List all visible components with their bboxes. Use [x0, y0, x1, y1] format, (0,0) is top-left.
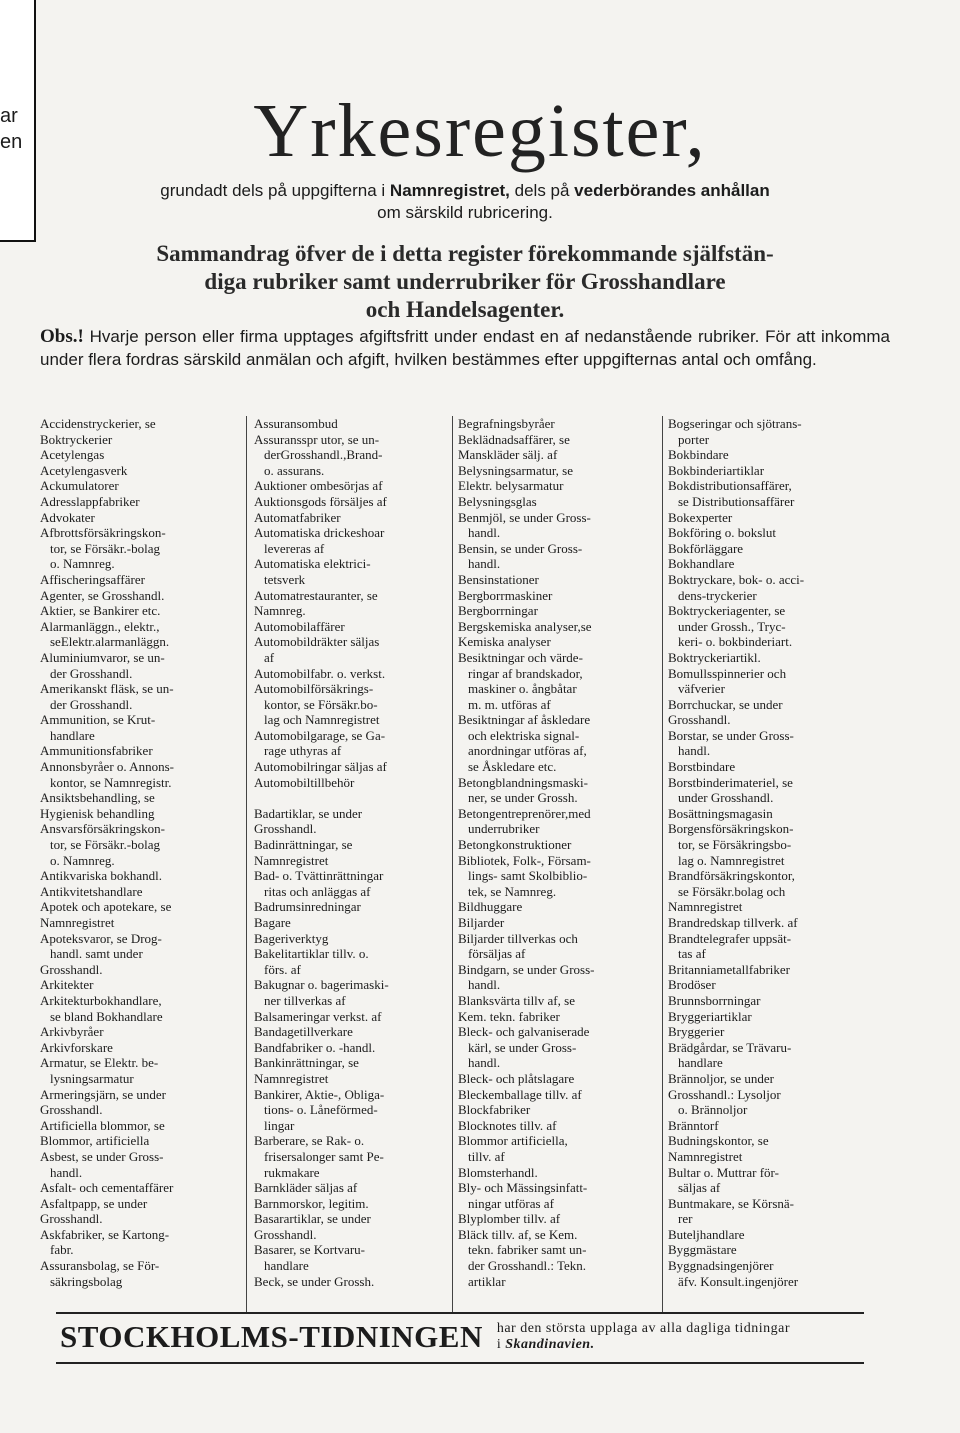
rubric-entry: Brädgårdar, se Trävaru-	[668, 1039, 792, 1055]
newspaper-banner	[60, 1315, 790, 1359]
rubric-entry: säljas af	[678, 1180, 721, 1196]
rubric-column-1	[40, 416, 240, 1314]
rubric-entry: Ammunition, se Krut-	[40, 712, 156, 728]
rubric-entry: under Grossh., Tryc-	[678, 618, 786, 634]
rubric-entry: Bageriverktyg	[254, 930, 329, 946]
rubric-entry: levereras af	[264, 540, 325, 556]
rubric-entry: rer	[678, 1211, 693, 1227]
rubric-entry: under Grosshandl.	[678, 790, 774, 806]
rubric-entry: Bakelitartiklar tillv. o.	[254, 946, 369, 962]
newspaper-name: STOCKHOLMS-TIDNINGEN	[60, 1319, 483, 1354]
rubric-entry: handlare	[50, 727, 95, 743]
rubric-entry: Asfaltpapp, se under	[40, 1195, 148, 1211]
rubric-entry: Arkitekter	[40, 977, 94, 993]
rubric-entry: se Distributionsaffärer	[678, 493, 795, 509]
rubric-entry: Automatfabriker	[254, 509, 341, 525]
rubric-entry: kärl, se under Gross-	[468, 1039, 577, 1055]
rubric-entry: förs. af	[264, 961, 301, 977]
rubric-entry: Britanniametallfabriker	[668, 961, 791, 977]
rubric-entry: Badinrättningar, se	[254, 837, 353, 853]
rubric-entry: Begrafningsbyråer	[458, 416, 555, 431]
rubric-entry: Brännoljor, se under	[668, 1070, 774, 1086]
rubric-entry: Antikvitetshandlare	[40, 883, 143, 899]
rubric-entry: Bokföring o. bokslut	[668, 525, 776, 541]
rubric-entry: Blommor artificiella,	[458, 1133, 568, 1149]
rubric-entry: m. m. utföras af	[468, 696, 551, 712]
rubric-entry: Betongblandningsmaski-	[458, 774, 588, 790]
rubric-entry: Kem. tekn. fabriker	[458, 1008, 560, 1024]
rubric-entry: Automobilringar säljas af	[254, 759, 387, 775]
rubric-entry: Byggnadsingenjörer	[668, 1258, 774, 1274]
subtitle-bold-1: Namnregistret,	[389, 181, 510, 200]
rubric-entry: Bomullsspinnerier och	[668, 665, 787, 681]
rubric-entry: rage uthyras af	[264, 743, 342, 759]
rubric-entry: Bryggeriartiklar	[668, 1008, 752, 1024]
rubric-entry: Balsameringar verkst. af	[254, 1008, 382, 1024]
rubric-entry: Boktryckare, bok- o. acci-	[668, 571, 805, 587]
rubric-entry: Auktionsgods försäljes af	[254, 493, 387, 509]
rubric-entry: Besiktningar och värde-	[458, 649, 583, 665]
rubric-entry: Aluminiumvaror, se un-	[40, 649, 165, 665]
rubric-column-2	[254, 416, 454, 1314]
rubric-entry: Apoteksvaror, se Drog-	[40, 930, 162, 946]
rubric-entry: Accidenstryckerier, se	[40, 416, 156, 431]
rubric-entry: Ansiktsbehandling, se	[40, 790, 155, 806]
rubric-entry: Asfalt- och cementaffärer	[40, 1180, 174, 1196]
rubric-entry: Askfabriker, se Kartong-	[40, 1226, 170, 1242]
rubric-entry: försäljas af	[468, 946, 526, 962]
rubric-entry: Automatiska elektrici-	[254, 556, 371, 572]
rubric-entry	[254, 790, 454, 806]
rubric-entry: Brunnsborrningar	[668, 992, 761, 1008]
bottom-rule	[56, 1362, 864, 1364]
rubric-entry: tor, se Försäkr.-bolag	[50, 540, 160, 556]
rubric-entry: Namnregistret	[254, 852, 329, 868]
rubric-entry: Brandredskap tillverk. af	[668, 915, 798, 930]
summary-line-3: och Handelsagenter.	[365, 297, 565, 322]
rubric-entry: tetsverk	[264, 571, 306, 587]
rubric-entry: Bleck- och galvaniserade	[458, 1024, 590, 1040]
rubric-entry: Manskläder sälj. af	[458, 447, 558, 463]
rubric-entry: väfverier	[678, 681, 725, 697]
rubric-entry: se Försäkr.bolag och	[678, 883, 786, 899]
summary-line-2: diga rubriker samt underrubriker för Grosshandlare	[204, 269, 726, 294]
rubric-entry: Blomsterhandl.	[458, 1164, 538, 1180]
rubric-entry: handl.	[468, 556, 501, 572]
rubric-entry: ner tillverkas af	[264, 992, 346, 1008]
rubric-entry: Brandförsäkringskontor,	[668, 868, 795, 884]
rubric-entry: o. Namnreg.	[50, 852, 115, 868]
rubric-entry: Belysningsarmatur, se	[458, 462, 574, 478]
rubric-entry: Affischeringsaffärer	[40, 571, 145, 587]
edge-tab-text-2: en	[0, 131, 23, 153]
rubric-entry: Automobildräkter säljas	[254, 634, 380, 650]
obs-note	[40, 325, 890, 371]
rubric-entry: ningar utföras af	[468, 1195, 554, 1211]
rubric-entry: Adresslappfabriker	[40, 493, 140, 509]
rubric-entry: Borstbindare	[668, 759, 736, 775]
rubric-entry: Automobiltillbehör	[254, 774, 355, 790]
rubric-entry: Namnregistret	[40, 915, 115, 930]
rubric-entry: Ackumulatorer	[40, 478, 119, 494]
rubric-entry: handl. samt under	[50, 946, 143, 962]
rubric-entry: Badartiklar, se under	[254, 805, 363, 821]
tagline-line-1: har den största upplaga av alla dagliga tidningar	[496, 1321, 790, 1336]
rubric-entry: Bokdistributionsaffärer,	[668, 478, 792, 494]
newspaper-tagline	[497, 1321, 790, 1353]
rubric-entry: Assuransspr utor, se un-	[254, 431, 380, 447]
rubric-column-3	[458, 416, 658, 1314]
rubric-entry: o. assurans.	[264, 462, 325, 478]
rubric-entry: anordningar utföras af,	[468, 743, 587, 759]
rubric-entry: Automatiska drickeshoar	[254, 525, 385, 541]
rubric-entry: Bosättningsmagasin	[668, 805, 773, 821]
rubric-entry: der Grosshandl.	[50, 665, 133, 681]
column-divider	[662, 416, 663, 1314]
tagline-italic: Skandinavien.	[505, 1337, 595, 1352]
rubric-entry: Namnreg.	[254, 603, 306, 619]
obs-label: Obs.!	[40, 326, 84, 347]
rubric-entry: Bibliotek, Folk-, Försam-	[458, 852, 591, 868]
rubric-entry: handl.	[468, 1055, 501, 1071]
rubric-entry: Blanksvärta tillv af, se	[458, 992, 575, 1008]
rubric-entry: tek, se Namnreg.	[468, 883, 557, 899]
rubric-entry: Bokbinderiartiklar	[668, 462, 765, 478]
rubric-entry: Bryggerier	[668, 1024, 725, 1040]
rubric-entry: Budningskontor, se	[668, 1133, 769, 1149]
subtitle-part-1: grundadt dels på uppgifterna i	[160, 181, 390, 200]
rubric-entry: Barberare, se Rak- o.	[254, 1133, 365, 1149]
rubric-entry: Boktryckeriagenter, se	[668, 603, 786, 619]
subtitle	[40, 180, 890, 224]
rubric-entry: Elektr. belysarmatur	[458, 478, 564, 494]
rubric-entry: Barnmorskor, legitim.	[254, 1195, 369, 1211]
summary-line-1: Sammandrag öfver de i detta register förekommande själfstän-	[156, 241, 774, 266]
rubric-entry: Automobilgarage, se Ga-	[254, 727, 386, 743]
rubric-entry: Automobilförsäkrings-	[254, 681, 374, 697]
rubric-entry: Grosshandl.	[40, 1102, 103, 1118]
rubric-entry: Bankinrättningar, se	[254, 1055, 359, 1071]
rubric-entry: Armeringsjärn, se under	[40, 1086, 166, 1102]
rubric-entry: Automatrestauranter, se	[254, 587, 378, 603]
rubric-entry: Ansvarsförsäkringskon-	[40, 821, 165, 837]
rubric-entry: Bindgarn, se under Gross-	[458, 961, 595, 977]
rubric-entry: Arkitekturbokhandlare,	[40, 992, 162, 1008]
rubric-entry: Arkivbyråer	[40, 1024, 104, 1040]
rubric-entry: Agenter, se Grosshandl.	[40, 587, 165, 603]
summary-heading	[40, 240, 890, 324]
rubric-entry: Ammunitionsfabriker	[40, 743, 153, 759]
rubric-entry: Hygienisk behandling	[40, 805, 155, 821]
rubric-entry: artiklar	[468, 1273, 506, 1289]
rubric-entry: Bensinstationer	[458, 571, 539, 587]
rubric-entry: lag och Namnregistret	[264, 712, 380, 728]
page-title: Yrkesregister,	[253, 89, 707, 173]
rubric-entry: ringar af brandskador,	[468, 665, 583, 681]
rubric-entry: kontor, se Försäkr.bo-	[264, 696, 378, 712]
rubric-entry: Badrumsinredningar	[254, 899, 361, 915]
rubric-entry: Namnregistret	[254, 1070, 329, 1086]
rubric-entry: Acetylengas	[40, 447, 105, 463]
rubric-entry: Advokater	[40, 509, 95, 525]
rubric-entry: Beck, se under Grossh.	[254, 1273, 375, 1289]
rubric-entry: se Åskledare etc.	[468, 759, 557, 775]
rubric-entry: Namnregistret	[668, 1148, 743, 1164]
rubric-entry: Bläck tillv. af, se Kem.	[458, 1226, 578, 1242]
rubric-entry: Antikvariska bokhandl.	[40, 868, 163, 884]
rubric-entry: keri- o. bokbinderiart.	[678, 634, 793, 650]
rubric-entry: Biljarder	[458, 915, 505, 930]
rubric-entry: Brodöser	[668, 977, 716, 993]
rubric-entry: tekn. fabriker samt un-	[468, 1242, 587, 1258]
rubric-entry: Bleckemballage tillv. af	[458, 1086, 582, 1102]
rubric-entry: Benmjöl, se under Gross-	[458, 509, 591, 525]
rubric-entry: Alarmanläggn., elektr.,	[40, 618, 160, 634]
rubric-entry: Acetylengasverk	[40, 462, 128, 478]
rubric-entry: Bokexperter	[668, 509, 733, 525]
top-rule	[56, 1312, 864, 1314]
rubric-entry: Auktioner ombesörjas af	[254, 478, 383, 494]
rubric-entry: Aktier, se Bankirer etc.	[40, 603, 161, 619]
rubric-entry: o. Brännoljor	[678, 1102, 748, 1118]
rubric-entry: handl.	[468, 977, 501, 993]
rubric-entry: Blocknotes tillv. af	[458, 1117, 557, 1133]
rubric-entry: Asbest, se under Gross-	[40, 1148, 164, 1164]
rubric-entry: Besiktningar af åskledare	[458, 712, 591, 728]
rubric-entry: Boktryckeriartikl.	[668, 649, 761, 665]
rubric-entry: der Grosshandl.	[50, 696, 133, 712]
rubric-entry: tas af	[678, 946, 706, 962]
rubric-entry: Biljarder tillverkas och	[458, 930, 578, 946]
rubric-entry: Automobilaffärer	[254, 618, 345, 634]
rubric-entry: lingar	[264, 1117, 295, 1133]
rubric-entry: Basarer, se Kortvaru-	[254, 1242, 366, 1258]
rubric-entry: Boktryckerier	[40, 431, 113, 447]
rubric-entry: tillv. af	[468, 1148, 505, 1164]
rubric-entry: Belysningsglas	[458, 493, 537, 509]
rubric-entry: Borstar, se under Gross-	[668, 727, 794, 743]
rubric-entry: Barnkläder säljas af	[254, 1180, 358, 1196]
rubric-entry: Bultar o. Muttrar för-	[668, 1164, 779, 1180]
rubric-entry: Grosshandl.	[668, 712, 731, 728]
rubric-entry: Brandtelegrafer uppsät-	[668, 930, 792, 946]
rubric-entry: Bad- o. Tvättinrättningar	[254, 868, 384, 884]
subtitle-part-2: dels på	[509, 181, 575, 200]
rubric-entry: Bankirer, Aktie-, Obliga-	[254, 1086, 385, 1102]
rubric-entry: Bokförläggare	[668, 540, 744, 556]
rubric-entry: kontor, se Namnregistr.	[50, 774, 172, 790]
rubric-entry: säkringsbolag	[50, 1273, 123, 1289]
rubric-entry: Beklädnadsaffärer, se	[458, 431, 570, 447]
rubric-entry: handlare	[678, 1055, 723, 1071]
rubric-entry: Bergskemiska analyser,se	[458, 618, 592, 634]
rubric-column-4	[668, 416, 870, 1314]
rubric-entry: Borstbinderimateriel, se	[668, 774, 793, 790]
rubric-entry: Blockfabriker	[458, 1102, 531, 1118]
rubric-entry: och elektriska signal-	[468, 727, 580, 743]
rubric-entry: Grosshandl.	[40, 961, 103, 977]
rubric-entry: Betongentreprenörer,med	[458, 805, 591, 821]
rubric-entry: handl.	[468, 525, 501, 541]
rubric-entry: tor, se Försäkringsbo-	[678, 837, 792, 853]
rubric-entry: Amerikanskt fläsk, se un-	[40, 681, 174, 697]
rubric-entry: Bränntorf	[668, 1117, 719, 1133]
subtitle-part-3: om särskild rubricering.	[377, 203, 553, 222]
rubric-entry: Annonsbyråer o. Annons-	[40, 759, 174, 775]
rubric-entry: seElektr.alarmanläggn.	[50, 634, 170, 650]
rubric-entry: Betongkonstruktioner	[458, 837, 572, 853]
rubric-entry: tions- o. Låneförmed-	[264, 1102, 378, 1118]
rubric-entry: porter	[678, 431, 710, 447]
rubric-entry: lag o. Namnregistret	[678, 852, 785, 868]
rubric-entry: Artificiella blommor, se	[40, 1117, 165, 1133]
rubric-entry: Blommor, artificiella	[40, 1133, 150, 1149]
rubric-entry: der Grosshandl.: Tekn.	[468, 1258, 586, 1274]
rubric-entry: se bland Bokhandlare	[50, 1008, 163, 1024]
rubric-entry: dens-tryckerier	[678, 587, 757, 603]
rubric-entry: Bogseringar och sjötrans-	[668, 416, 802, 431]
rubric-entry: lysningsarmatur	[50, 1070, 134, 1086]
subtitle-bold-2: vederbörandes anhållan	[574, 181, 770, 200]
rubric-entry: handl.	[50, 1164, 83, 1180]
rubric-entry: Grosshandl.: Lysoljor	[668, 1086, 781, 1102]
rubric-entry: frisersalonger samt Pe-	[264, 1148, 384, 1164]
rubric-entry: Grosshandl.	[40, 1211, 103, 1227]
rubric-entry: Bly- och Mässingsinfatt-	[458, 1180, 588, 1196]
rubric-entry: Arkivforskare	[40, 1039, 113, 1055]
rubric-entry: Grosshandl.	[254, 821, 317, 837]
column-divider	[246, 416, 247, 1314]
rubric-entry: Grosshandl.	[254, 1226, 317, 1242]
rubric-entry: Bandfabriker o. -handl.	[254, 1039, 376, 1055]
rubric-entry: Bokhandlare	[668, 556, 735, 572]
rubric-entry: Bergborrningar	[458, 603, 538, 619]
rubric-entry: lings- samt Skolbiblio-	[468, 868, 588, 884]
rubric-entry: äfv. Konsult.ingenjörer	[678, 1273, 799, 1289]
rubric-entry: tor, se Försäkr.-bolag	[50, 837, 160, 853]
rubric-entry: Buteljhandlare	[668, 1226, 745, 1242]
rubric-entry: ner, se under Grossh.	[468, 790, 578, 806]
rubric-entry: Bandagetillverkare	[254, 1024, 353, 1040]
rubric-entry: Kemiska analyser	[458, 634, 551, 650]
rubric-entry: Bakugnar o. bagerimaski-	[254, 977, 389, 993]
rubric-entry: Apotek och apotekare, se	[40, 899, 172, 915]
rubric-entry: Bagare	[254, 915, 291, 930]
tagline-prefix: i	[496, 1337, 506, 1352]
rubric-entry: fabr.	[50, 1242, 74, 1258]
column-divider	[452, 416, 453, 1314]
rubric-entry: Bleck- och plåtslagare	[458, 1070, 575, 1086]
rubric-entry: Basarartiklar, se under	[254, 1211, 371, 1227]
rubric-columns	[40, 416, 870, 1314]
rubric-entry: Bildhuggare	[458, 899, 523, 915]
rubric-entry: Assuransombud	[254, 416, 338, 431]
rubric-entry: Borgensförsäkringskon-	[668, 821, 794, 837]
rubric-entry: Afbrottsförsäkringskon-	[40, 525, 166, 541]
rubric-entry: Bergborrmaskiner	[458, 587, 553, 603]
rubric-entry: Blyplomber tillv. af	[458, 1211, 561, 1227]
rubric-entry: ritas och anläggas af	[264, 883, 371, 899]
rubric-entry: Armatur, se Elektr. be-	[40, 1055, 159, 1071]
rubric-entry: o. Namnreg.	[50, 556, 115, 572]
rubric-entry: Bensin, se under Gross-	[458, 540, 583, 556]
rubric-entry: maskiner o. ångbåtar	[468, 681, 577, 697]
edge-tab-text-1: ar	[0, 105, 18, 127]
rubric-entry: handl.	[678, 743, 711, 759]
rubric-entry: af	[264, 649, 275, 665]
rubric-entry: Automobilfabr. o. verkst.	[254, 665, 386, 681]
rubric-entry: Borrchuckar, se under	[668, 696, 783, 712]
rubric-entry: underrubriker	[468, 821, 540, 837]
rubric-entry: handlare	[264, 1258, 309, 1274]
rubric-entry: Assuransbolag, se För-	[40, 1258, 160, 1274]
rubric-entry: Bokbindare	[668, 447, 729, 463]
rubric-entry: Namnregistret	[668, 899, 743, 915]
rubric-entry: rukmakare	[264, 1164, 320, 1180]
rubric-entry: derGrosshandl.,Brand-	[264, 447, 383, 463]
rubric-entry: Byggmästare	[668, 1242, 737, 1258]
rubric-entry: Buntmakare, se Körsnä-	[668, 1195, 794, 1211]
obs-text: Hvarje person eller firma upptages afgiftsfritt under endast en af nedanstående rubriker. För att inkomma under flera fordras särskild anmälan och afgift, hvilken bestämmes efter uppgifternas antal och omfång.	[40, 327, 890, 369]
